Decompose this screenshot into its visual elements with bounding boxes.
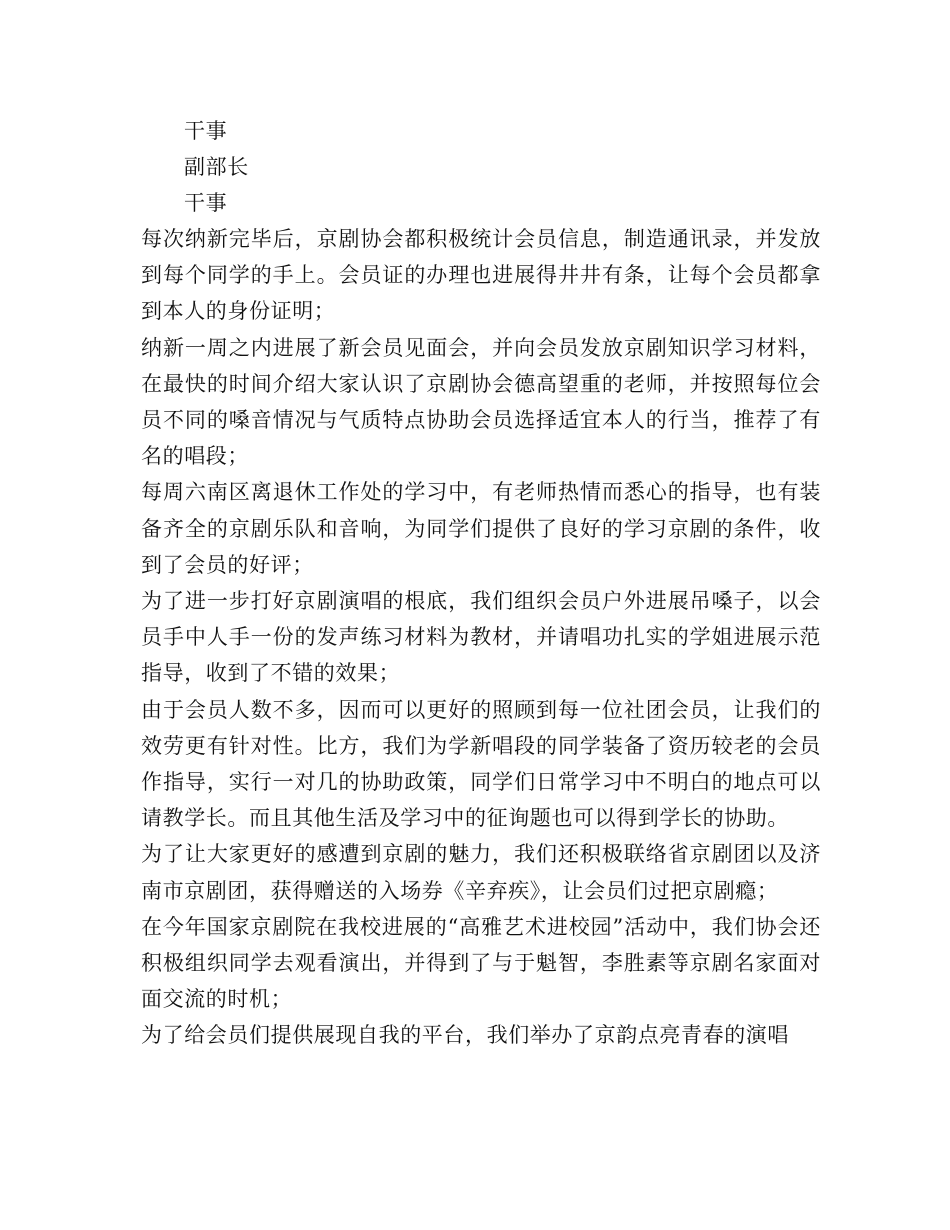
role-item: 干事: [184, 191, 228, 215]
paragraph: 在今年国家京剧院在我校进展的“高雅艺术进校园”活动中，我们协会还积极组织同学去观看演出，并得到了与于魁智，李胜素等京剧名家面对面交流的时机；: [141, 914, 821, 1012]
paragraph: 每次纳新完毕后，京剧协会都积极统计会员信息，制造通讯录，并发放到每个同学的手上。会员证的办理也进展得井井有条，让每个会员都拿到本人的身份证明；: [141, 227, 821, 324]
paragraph: 由于会员人数不多，因而可以更好的照顾到每一位社团会员，让我们的效劳更有针对性。比方，我们为学新唱段的同学装备了资历较老的会员作指导，实行一对几的协助政策，同学们日常学习中不明白的地点可以请教学长。而且其他生活及学习中的征询题也可以得到学长的协助。: [141, 697, 821, 831]
role-list: [141, 113, 821, 221]
paragraph: 每周六南区离退休工作处的学习中，有老师热情而悉心的指导，也有装备齐全的京剧乐队和音响，为同学们提供了良好的学习京剧的条件，收到了会员的好评；: [141, 480, 821, 577]
role-item: 副部长: [184, 155, 249, 179]
paragraph: 为了进一步打好京剧演唱的根底，我们组织会员户外进展吊嗓子，以会员手中人手一份的发声练习材料为教材，并请唱功扎实的学姐进展示范指导，收到了不错的效果；: [141, 589, 821, 686]
role-item: 干事: [184, 119, 228, 143]
paragraph: 为了让大家更好的感遭到京剧的魅力，我们还积极联络省京剧团以及济南市京剧团，获得赠送的入场券《辛弃疾》，让会员们过把京剧瘾；: [141, 842, 821, 903]
document-body: [141, 113, 821, 1054]
paragraph: 纳新一周之内进展了新会员见面会，并向会员发放京剧知识学习材料，在最快的时间介绍大家认识了京剧协会德高望重的老师，并按照每位会员不同的嗓音情况与气质特点协助会员选择适宜本人的行当，推荐了有名的唱段；: [141, 335, 821, 469]
paragraph: 为了给会员们提供展现自我的平台，我们举办了京韵点亮青春的演唱: [141, 1023, 789, 1048]
